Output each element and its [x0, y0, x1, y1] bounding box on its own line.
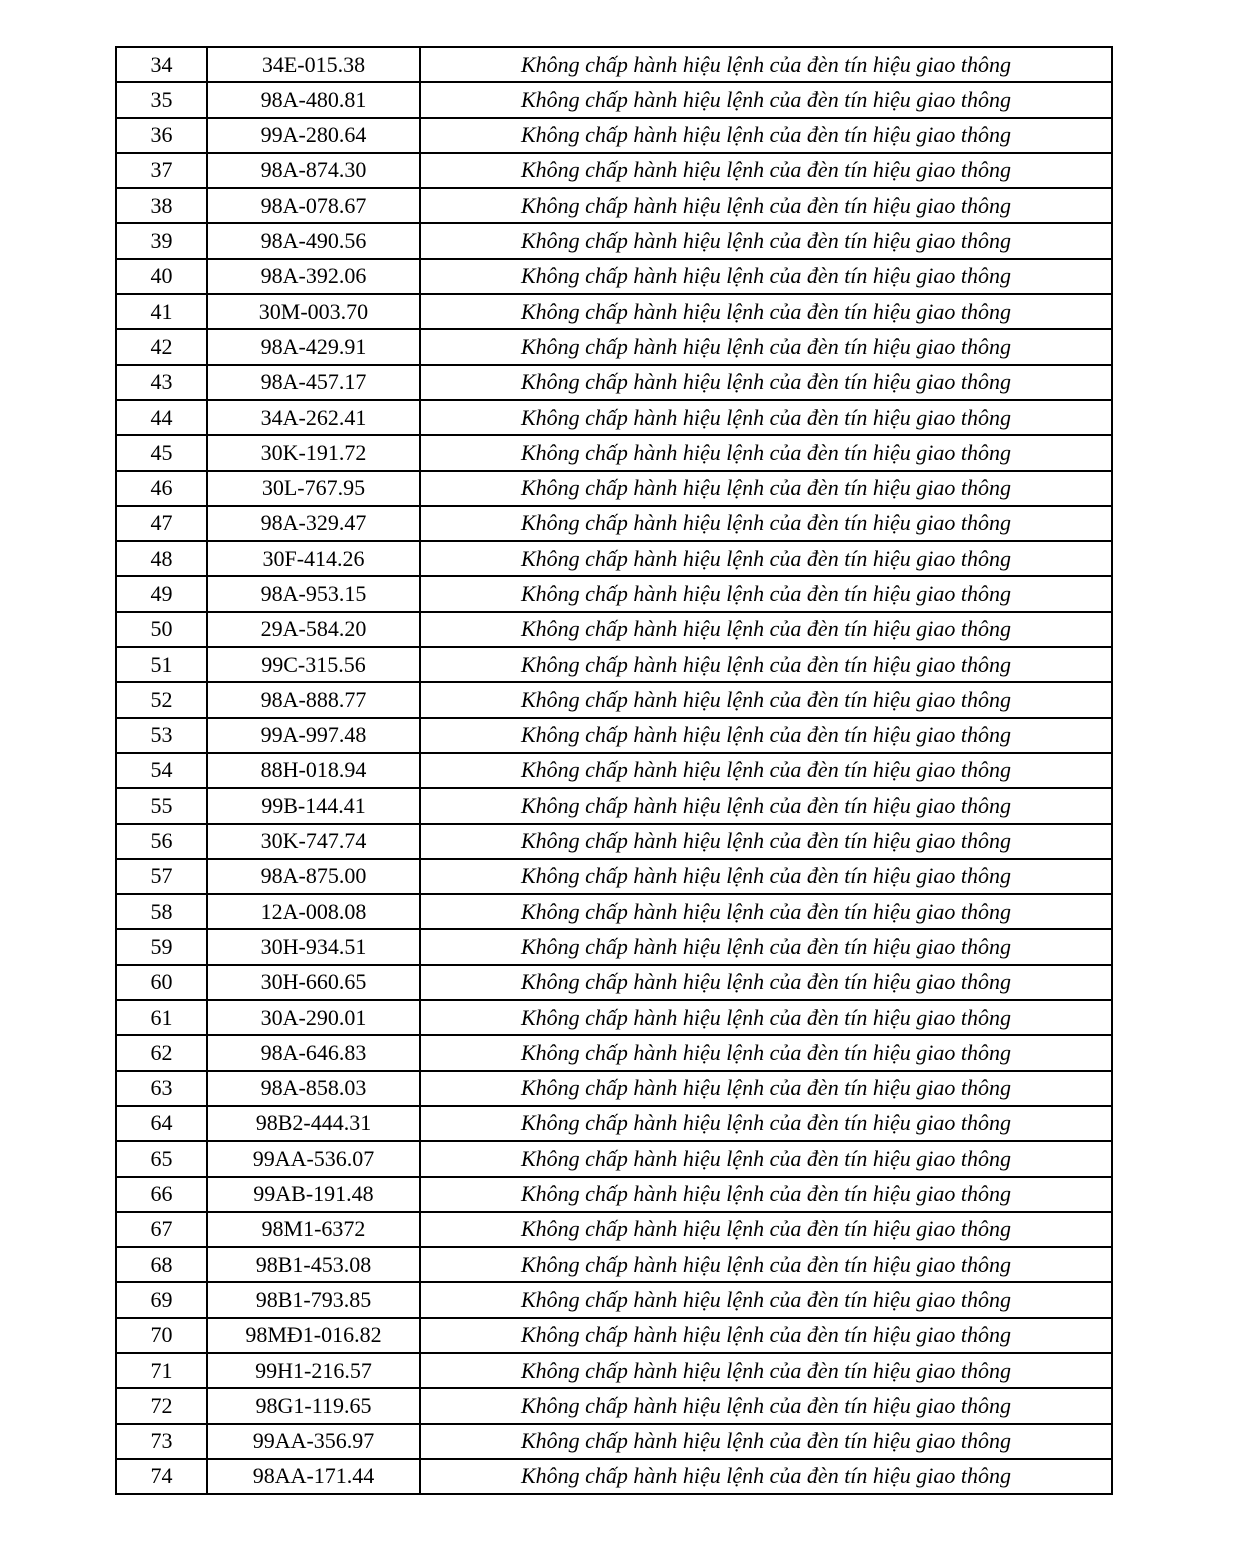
violation-cell: Không chấp hành hiệu lệnh của đèn tín hiệu giao thông [420, 188, 1112, 223]
violation-cell: Không chấp hành hiệu lệnh của đèn tín hiệu giao thông [420, 1459, 1112, 1494]
table-row [116, 400, 1112, 435]
violation-cell: Không chấp hành hiệu lệnh của đèn tín hiệu giao thông [420, 153, 1112, 188]
plate-number-cell: 30F-414.26 [207, 541, 420, 576]
violation-cell: Không chấp hành hiệu lệnh của đèn tín hiệu giao thông [420, 682, 1112, 717]
table-row [116, 1424, 1112, 1459]
row-number-cell: 72 [116, 1388, 207, 1423]
row-number-cell: 74 [116, 1459, 207, 1494]
violation-cell: Không chấp hành hiệu lệnh của đèn tín hiệu giao thông [420, 1247, 1112, 1282]
violations-table [115, 46, 1113, 1495]
violation-cell: Không chấp hành hiệu lệnh của đèn tín hiệu giao thông [420, 1071, 1112, 1106]
row-number-cell: 64 [116, 1106, 207, 1141]
row-number-cell: 50 [116, 612, 207, 647]
violation-cell: Không chấp hành hiệu lệnh của đèn tín hiệu giao thông [420, 1353, 1112, 1388]
table-row [116, 188, 1112, 223]
table-row [116, 753, 1112, 788]
plate-number-cell: 99C-315.56 [207, 647, 420, 682]
row-number-cell: 66 [116, 1177, 207, 1212]
violation-cell: Không chấp hành hiệu lệnh của đèn tín hiệu giao thông [420, 471, 1112, 506]
row-number-cell: 45 [116, 435, 207, 470]
row-number-cell: 53 [116, 718, 207, 753]
table-row [116, 259, 1112, 294]
table-row [116, 294, 1112, 329]
row-number-cell: 39 [116, 223, 207, 258]
violation-cell: Không chấp hành hiệu lệnh của đèn tín hiệu giao thông [420, 1212, 1112, 1247]
violation-cell: Không chấp hành hiệu lệnh của đèn tín hiệu giao thông [420, 541, 1112, 576]
violation-cell: Không chấp hành hiệu lệnh của đèn tín hiệu giao thông [420, 1106, 1112, 1141]
table-row [116, 1353, 1112, 1388]
violation-cell: Không chấp hành hiệu lệnh của đèn tín hiệu giao thông [420, 1141, 1112, 1176]
plate-number-cell: 30H-660.65 [207, 965, 420, 1000]
row-number-cell: 34 [116, 47, 207, 82]
violation-cell: Không chấp hành hiệu lệnh của đèn tín hiệu giao thông [420, 294, 1112, 329]
table-row [116, 541, 1112, 576]
row-number-cell: 41 [116, 294, 207, 329]
row-number-cell: 57 [116, 859, 207, 894]
table-row [116, 118, 1112, 153]
plate-number-cell: 98A-078.67 [207, 188, 420, 223]
violation-cell: Không chấp hành hiệu lệnh của đèn tín hiệu giao thông [420, 82, 1112, 117]
table-row [116, 965, 1112, 1000]
violation-cell: Không chấp hành hiệu lệnh của đèn tín hiệu giao thông [420, 259, 1112, 294]
table-row [116, 1459, 1112, 1494]
table-row [116, 1318, 1112, 1353]
table-row [116, 1212, 1112, 1247]
plate-number-cell: 88H-018.94 [207, 753, 420, 788]
table-row [116, 435, 1112, 470]
plate-number-cell: 98A-457.17 [207, 365, 420, 400]
row-number-cell: 71 [116, 1353, 207, 1388]
table-row [116, 223, 1112, 258]
violation-cell: Không chấp hành hiệu lệnh của đèn tín hiệu giao thông [420, 1282, 1112, 1317]
plate-number-cell: 98G1-119.65 [207, 1388, 420, 1423]
violation-cell: Không chấp hành hiệu lệnh của đèn tín hiệu giao thông [420, 859, 1112, 894]
row-number-cell: 59 [116, 929, 207, 964]
table-row [116, 329, 1112, 364]
row-number-cell: 48 [116, 541, 207, 576]
table-row [116, 1282, 1112, 1317]
table-row [116, 1141, 1112, 1176]
plate-number-cell: 98A-953.15 [207, 576, 420, 611]
violation-cell: Không chấp hành hiệu lệnh của đèn tín hiệu giao thông [420, 118, 1112, 153]
violation-cell: Không chấp hành hiệu lệnh của đèn tín hiệu giao thông [420, 929, 1112, 964]
table-row [116, 153, 1112, 188]
violation-cell: Không chấp hành hiệu lệnh của đèn tín hiệu giao thông [420, 824, 1112, 859]
row-number-cell: 42 [116, 329, 207, 364]
row-number-cell: 73 [116, 1424, 207, 1459]
table-row [116, 894, 1112, 929]
plate-number-cell: 98B2-444.31 [207, 1106, 420, 1141]
violation-cell: Không chấp hành hiệu lệnh của đèn tín hiệu giao thông [420, 1000, 1112, 1035]
row-number-cell: 47 [116, 506, 207, 541]
table-row [116, 612, 1112, 647]
row-number-cell: 67 [116, 1212, 207, 1247]
plate-number-cell: 99A-997.48 [207, 718, 420, 753]
violation-cell: Không chấp hành hiệu lệnh của đèn tín hiệu giao thông [420, 965, 1112, 1000]
violation-cell: Không chấp hành hiệu lệnh của đèn tín hiệu giao thông [420, 1424, 1112, 1459]
table-row [116, 82, 1112, 117]
row-number-cell: 68 [116, 1247, 207, 1282]
table-row [116, 647, 1112, 682]
violation-cell: Không chấp hành hiệu lệnh của đèn tín hiệu giao thông [420, 647, 1112, 682]
plate-number-cell: 98A-874.30 [207, 153, 420, 188]
row-number-cell: 61 [116, 1000, 207, 1035]
plate-number-cell: 98A-490.56 [207, 223, 420, 258]
row-number-cell: 35 [116, 82, 207, 117]
table-row [116, 1388, 1112, 1423]
table-row [116, 506, 1112, 541]
table-row [116, 1177, 1112, 1212]
table-row [116, 824, 1112, 859]
plate-number-cell: 30K-191.72 [207, 435, 420, 470]
row-number-cell: 60 [116, 965, 207, 1000]
row-number-cell: 58 [116, 894, 207, 929]
table-row [116, 929, 1112, 964]
plate-number-cell: 30H-934.51 [207, 929, 420, 964]
plate-number-cell: 30M-003.70 [207, 294, 420, 329]
violation-cell: Không chấp hành hiệu lệnh của đèn tín hiệu giao thông [420, 1035, 1112, 1070]
row-number-cell: 51 [116, 647, 207, 682]
table-row [116, 682, 1112, 717]
violation-cell: Không chấp hành hiệu lệnh của đèn tín hiệu giao thông [420, 1388, 1112, 1423]
plate-number-cell: 98B1-453.08 [207, 1247, 420, 1282]
row-number-cell: 69 [116, 1282, 207, 1317]
violation-cell: Không chấp hành hiệu lệnh của đèn tín hiệu giao thông [420, 365, 1112, 400]
violation-cell: Không chấp hành hiệu lệnh của đèn tín hiệu giao thông [420, 576, 1112, 611]
plate-number-cell: 99AA-536.07 [207, 1141, 420, 1176]
row-number-cell: 49 [116, 576, 207, 611]
plate-number-cell: 99AB-191.48 [207, 1177, 420, 1212]
row-number-cell: 37 [116, 153, 207, 188]
violation-cell: Không chấp hành hiệu lệnh của đèn tín hiệu giao thông [420, 329, 1112, 364]
plate-number-cell: 99A-280.64 [207, 118, 420, 153]
violation-cell: Không chấp hành hiệu lệnh của đèn tín hiệu giao thông [420, 435, 1112, 470]
violation-cell: Không chấp hành hiệu lệnh của đèn tín hiệu giao thông [420, 788, 1112, 823]
table-row [116, 1000, 1112, 1035]
violations-table-body [116, 47, 1112, 1494]
plate-number-cell: 34E-015.38 [207, 47, 420, 82]
table-row [116, 718, 1112, 753]
plate-number-cell: 99H1-216.57 [207, 1353, 420, 1388]
violation-cell: Không chấp hành hiệu lệnh của đèn tín hiệu giao thông [420, 223, 1112, 258]
plate-number-cell: 98B1-793.85 [207, 1282, 420, 1317]
row-number-cell: 63 [116, 1071, 207, 1106]
table-row [116, 1106, 1112, 1141]
plate-number-cell: 98A-429.91 [207, 329, 420, 364]
row-number-cell: 46 [116, 471, 207, 506]
plate-number-cell: 34A-262.41 [207, 400, 420, 435]
row-number-cell: 36 [116, 118, 207, 153]
plate-number-cell: 98MĐ1-016.82 [207, 1318, 420, 1353]
violation-cell: Không chấp hành hiệu lệnh của đèn tín hiệu giao thông [420, 506, 1112, 541]
row-number-cell: 65 [116, 1141, 207, 1176]
table-row [116, 47, 1112, 82]
violation-cell: Không chấp hành hiệu lệnh của đèn tín hiệu giao thông [420, 47, 1112, 82]
plate-number-cell: 98A-329.47 [207, 506, 420, 541]
plate-number-cell: 29A-584.20 [207, 612, 420, 647]
row-number-cell: 56 [116, 824, 207, 859]
row-number-cell: 52 [116, 682, 207, 717]
row-number-cell: 40 [116, 259, 207, 294]
plate-number-cell: 99B-144.41 [207, 788, 420, 823]
plate-number-cell: 12A-008.08 [207, 894, 420, 929]
table-row [116, 365, 1112, 400]
violation-cell: Không chấp hành hiệu lệnh của đèn tín hiệu giao thông [420, 894, 1112, 929]
violation-cell: Không chấp hành hiệu lệnh của đèn tín hiệu giao thông [420, 612, 1112, 647]
row-number-cell: 43 [116, 365, 207, 400]
table-row [116, 576, 1112, 611]
row-number-cell: 44 [116, 400, 207, 435]
table-row [116, 788, 1112, 823]
plate-number-cell: 98A-392.06 [207, 259, 420, 294]
plate-number-cell: 98A-875.00 [207, 859, 420, 894]
table-row [116, 1035, 1112, 1070]
violation-cell: Không chấp hành hiệu lệnh của đèn tín hiệu giao thông [420, 1318, 1112, 1353]
row-number-cell: 38 [116, 188, 207, 223]
table-row [116, 471, 1112, 506]
violation-cell: Không chấp hành hiệu lệnh của đèn tín hiệu giao thông [420, 1177, 1112, 1212]
plate-number-cell: 30L-767.95 [207, 471, 420, 506]
row-number-cell: 70 [116, 1318, 207, 1353]
violation-cell: Không chấp hành hiệu lệnh của đèn tín hiệu giao thông [420, 753, 1112, 788]
violation-cell: Không chấp hành hiệu lệnh của đèn tín hiệu giao thông [420, 400, 1112, 435]
plate-number-cell: 98A-646.83 [207, 1035, 420, 1070]
plate-number-cell: 98M1-6372 [207, 1212, 420, 1247]
row-number-cell: 54 [116, 753, 207, 788]
table-row [116, 859, 1112, 894]
plate-number-cell: 98AA-171.44 [207, 1459, 420, 1494]
plate-number-cell: 98A-480.81 [207, 82, 420, 117]
plate-number-cell: 30A-290.01 [207, 1000, 420, 1035]
plate-number-cell: 99AA-356.97 [207, 1424, 420, 1459]
row-number-cell: 62 [116, 1035, 207, 1070]
table-row [116, 1071, 1112, 1106]
table-row [116, 1247, 1112, 1282]
row-number-cell: 55 [116, 788, 207, 823]
violation-cell: Không chấp hành hiệu lệnh của đèn tín hiệu giao thông [420, 718, 1112, 753]
plate-number-cell: 98A-888.77 [207, 682, 420, 717]
plate-number-cell: 98A-858.03 [207, 1071, 420, 1106]
plate-number-cell: 30K-747.74 [207, 824, 420, 859]
